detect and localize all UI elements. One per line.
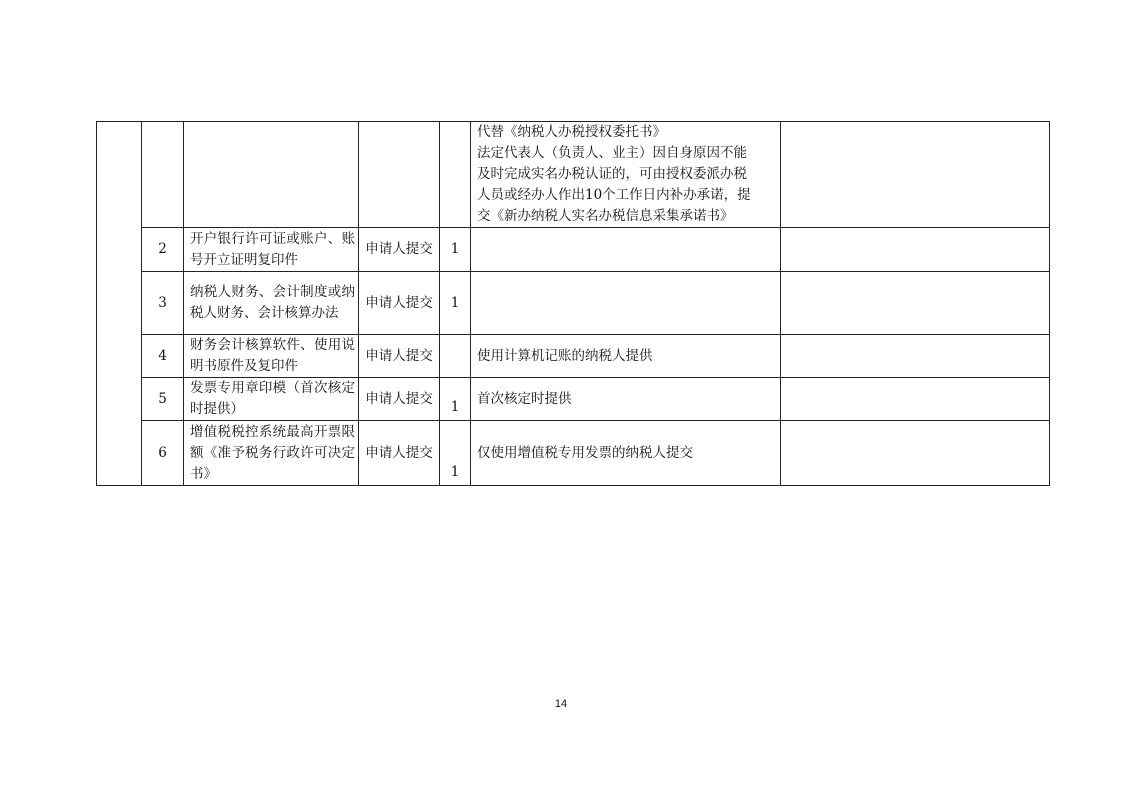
extra-cell (781, 272, 1050, 335)
material-name-cell: 发票专用章印模（首次核定时提供） (184, 378, 359, 421)
source-cell: 申请人提交 (359, 378, 440, 421)
material-name-cell: 开户银行许可证或账户、账号开立证明复印件 (184, 228, 359, 272)
row-number-cell: 6 (142, 421, 184, 486)
count-cell (440, 335, 471, 378)
count-cell: 1 (440, 378, 471, 421)
source-cell: 申请人提交 (359, 272, 440, 335)
material-name-cell: 纳税人财务、会计制度或纳税人财务、会计核算办法 (184, 272, 359, 335)
source-cell: 申请人提交 (359, 421, 440, 486)
row-number-cell: 3 (142, 272, 184, 335)
count-cell: 1 (440, 228, 471, 272)
extra-cell (781, 122, 1050, 228)
note-line: 人员或经办人作出10个工作日内补办承诺，提 (477, 187, 751, 203)
table-row (97, 228, 1050, 272)
note-cell: 使用计算机记账的纳税人提供 (471, 335, 781, 378)
note-line: 及时完成实名办税认证的，可由授权委派办税 (477, 166, 747, 182)
count-cell: 1 (440, 421, 471, 486)
material-name-cell: 财务会计核算软件、使用说明书原件及复印件 (184, 335, 359, 378)
note-cell (471, 272, 781, 335)
source-cell: 申请人提交 (359, 228, 440, 272)
note-cell: 首次核定时提供 (471, 378, 781, 421)
source-cell (359, 122, 440, 228)
note-cell (471, 228, 781, 272)
table-row (97, 335, 1050, 378)
note-line: 代替《纳税人办税授权委托书》 (477, 124, 666, 140)
count-cell: 1 (440, 272, 471, 335)
count-cell (440, 122, 471, 228)
group-cell (97, 122, 142, 486)
table-row (97, 272, 1050, 335)
table-row (97, 378, 1050, 421)
note-cell (471, 122, 781, 228)
note-line: 法定代表人（负责人、业主）因自身原因不能 (477, 145, 747, 161)
material-name-cell (184, 122, 359, 228)
row-number-cell: 2 (142, 228, 184, 272)
row-number-cell (142, 122, 184, 228)
table-row (97, 122, 1050, 228)
source-cell: 申请人提交 (359, 335, 440, 378)
row-number-cell: 4 (142, 335, 184, 378)
extra-cell (781, 378, 1050, 421)
note-cell: 仅使用增值税专用发票的纳税人提交 (471, 421, 781, 486)
extra-cell (781, 335, 1050, 378)
row-number-cell: 5 (142, 378, 184, 421)
extra-cell (781, 421, 1050, 486)
table-row (97, 421, 1050, 486)
note-line: 交《新办纳税人实名办税信息采集承诺书》 (477, 208, 734, 224)
page-number: 14 (554, 698, 568, 710)
materials-table (96, 121, 1050, 486)
extra-cell (781, 228, 1050, 272)
material-name-cell: 增值税税控系统最高开票限额《准予税务行政许可决定书》 (184, 421, 359, 486)
